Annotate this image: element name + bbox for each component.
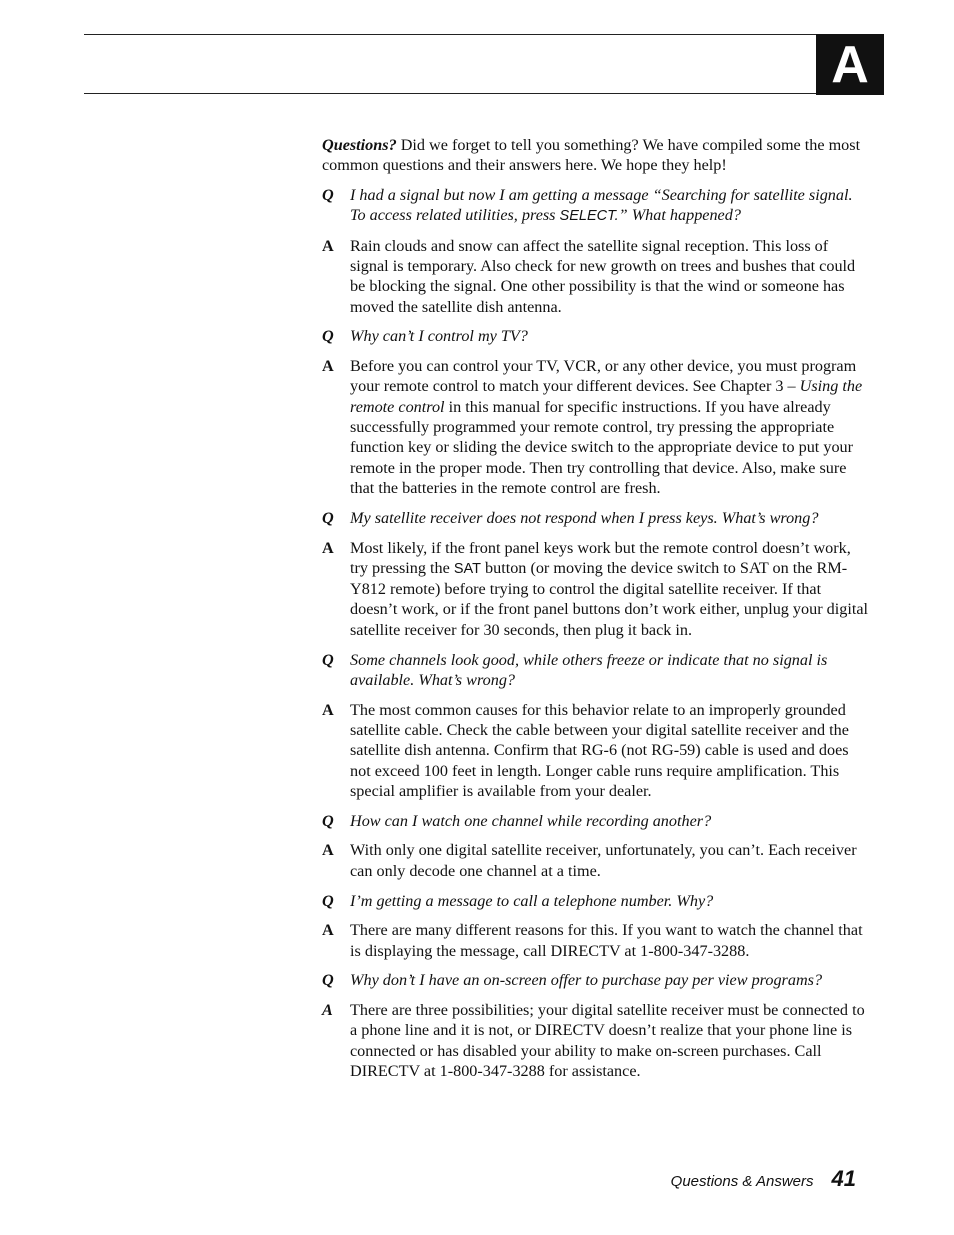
question-text: I’m getting a message to call a telephone number. Why?: [350, 891, 714, 910]
chapter-reference: Using the remote control: [350, 377, 863, 416]
intro-text: Did we forget to tell you something? We have compiled some the most common questions and their answers here. We hope they help!: [322, 136, 861, 175]
answer-text: There are many different reasons for this. If you want to watch the channel that is displaying the message, call DIRECTV at 1-800-347-3288.: [350, 921, 863, 960]
question-marker: Q: [322, 327, 334, 346]
answer-marker: A: [322, 1001, 333, 1020]
answer-3: [322, 538, 870, 640]
question-marker: Q: [322, 185, 334, 204]
answer-marker: A: [322, 921, 334, 940]
footer-section-title: Questions & Answers: [670, 1173, 814, 1190]
header-rule-top: [84, 34, 816, 35]
question-text: My satellite receiver does not respond when I press keys. What’s wrong?: [350, 508, 819, 527]
answer-5: [322, 840, 870, 881]
question-7: [322, 970, 870, 990]
question-4: [322, 650, 870, 691]
question-5: [322, 811, 870, 831]
question-marker: Q: [322, 971, 334, 990]
answer-marker: A: [322, 236, 334, 255]
answer-2: [322, 356, 870, 498]
question-text: Some channels look good, while others freeze or indicate that no signal is available. What’s wrong?: [350, 650, 828, 689]
header-rule-bottom: [84, 93, 816, 94]
answer-marker: A: [322, 700, 334, 719]
question-marker: Q: [322, 508, 334, 527]
question-text: How can I watch one channel while recording another?: [350, 811, 712, 830]
answer-marker: A: [322, 357, 334, 376]
question-marker: Q: [322, 811, 334, 830]
page-footer: [671, 1166, 856, 1192]
intro-paragraph: [322, 135, 870, 176]
answer-7: [322, 1000, 870, 1081]
appendix-letter: A: [831, 35, 869, 94]
answer-marker: A: [322, 538, 334, 557]
answer-text: Most likely, if the front panel keys work but the remote control doesn’t work, try pressing the SAT button (or moving the device switch to SAT on the RM-Y812 remote) before trying to control the digital satellite receiver. If that doesn’t work, or if the front panel buttons don’t work either, unplug your digital satellite receiver for 30 seconds, then plug it back in.: [350, 538, 869, 639]
question-text: Why can’t I control my TV?: [350, 327, 528, 346]
question-3: [322, 508, 870, 528]
qa-content: [322, 135, 870, 1091]
question-2: [322, 326, 870, 346]
answer-1: [322, 236, 870, 317]
answer-text: With only one digital satellite receiver, unfortunately, you can’t. Each receiver can only decode one channel at a time.: [350, 841, 857, 880]
answer-4: [322, 700, 870, 801]
select-key-label: SELECT.: [559, 207, 619, 224]
question-1: [322, 185, 870, 227]
question-marker: Q: [322, 891, 334, 910]
page-number: 41: [831, 1166, 856, 1191]
answer-text: The most common causes for this behavior relate to an improperly grounded satellite cable. Check the cable between your digital satellite receiver and the satellite dish antenna. Confirm that RG-6 (not RG-59) cable is used and does not exceed 100 feet in length. Longer cable runs require amplification. This special amplifier is available from your dealer.: [350, 700, 849, 800]
answer-text: There are three possibilities; your digital satellite receiver must be connected to a phone line and it is not, or DIRECTV doesn’t realize that your phone line is connected or has disabled your ability to make on-screen purchases. Call DIRECTV at 1-800-347-3288 for assistance.: [350, 1001, 865, 1081]
appendix-tab: [816, 34, 884, 95]
answer-6: [322, 920, 870, 961]
answer-text: Before you can control your TV, VCR, or any other device, you must program your remote control to match your different devices. See Chapter 3 – Using the remote control in this manual for specific instructions. If you have already successfully programmed your remote control, try pressing the appropriate function key or sliding the device switch to the appropriate device to put your remote in the proper mode. Then try controlling that device. Also, make sure that the batteries in the remote control are fresh.: [350, 357, 863, 497]
sat-key-label: SAT: [453, 560, 481, 577]
question-text: Why don’t I have an on-screen offer to purchase pay per view programs?: [350, 971, 823, 990]
question-text: I had a signal but now I am getting a message “Searching for satellite signal. To access related utilities, press SELECT.” What happened?: [350, 185, 853, 224]
answer-marker: A: [322, 841, 334, 860]
question-6: [322, 891, 870, 911]
answer-text: Rain clouds and snow can affect the satellite signal reception. This loss of signal is temporary. Also check for new growth on trees and bushes that could be blocking the signal. One other possibility is that the wind or someone has moved the satellite dish antenna.: [350, 236, 856, 316]
intro-lead: Questions?: [322, 136, 397, 154]
question-marker: Q: [322, 650, 334, 669]
